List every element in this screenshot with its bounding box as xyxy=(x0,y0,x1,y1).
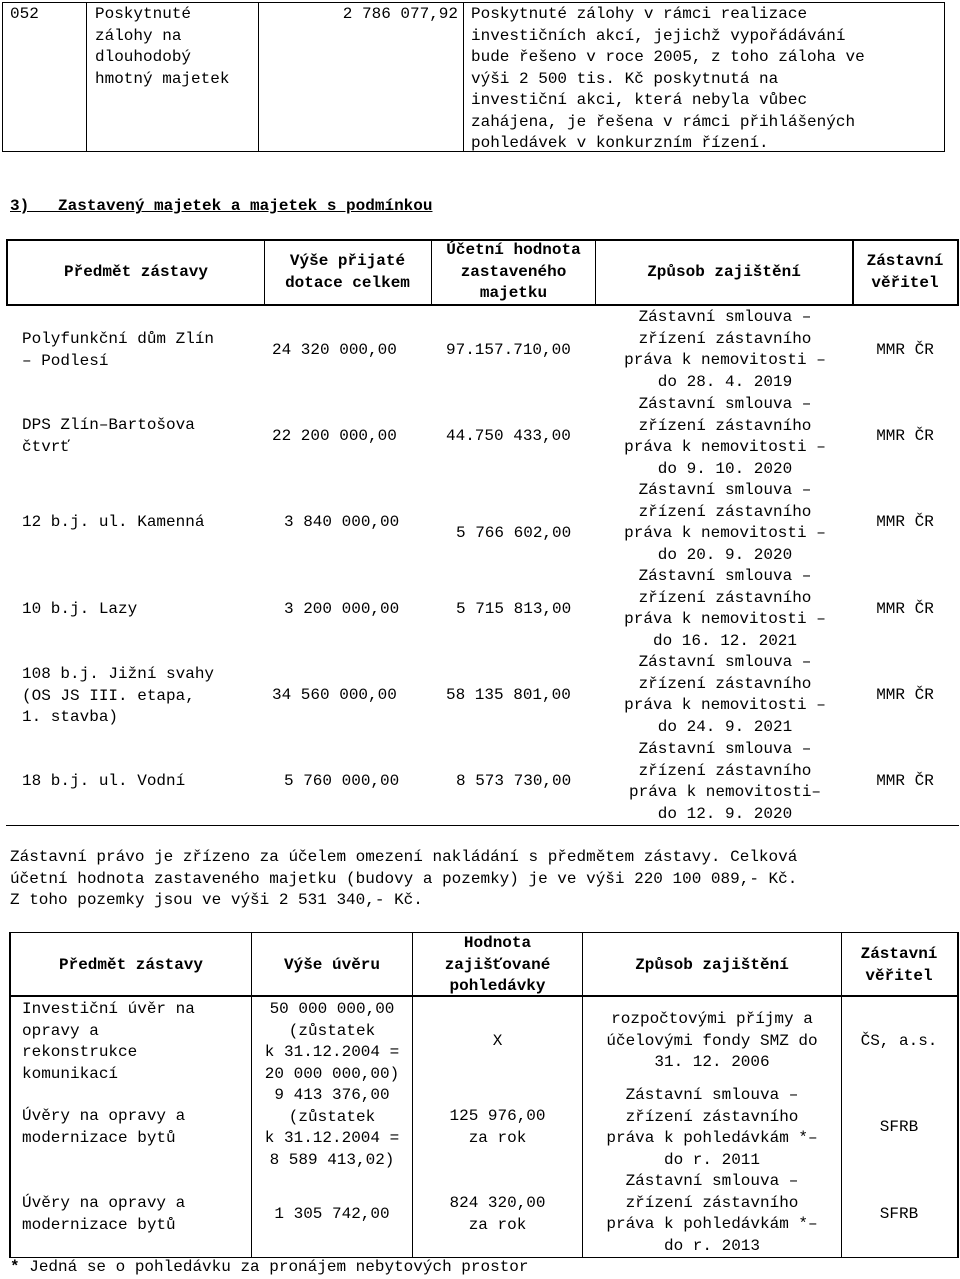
t2-row2-method: Zástavní smlouva – zřízení zástavního práva k pohledávkám *– do r. 2011 xyxy=(606,1086,818,1169)
t2-header-claim: Hodnota zajišťované pohledávky xyxy=(444,934,551,995)
t1-row6-subject: 18 b.j. ul. Vodní xyxy=(22,772,186,790)
t2-row3-loan: 1 305 742,00 xyxy=(274,1205,390,1223)
t1-row4-grant: 3 200 000,00 xyxy=(284,600,400,618)
t1-row5-grant: 34 560 000,00 xyxy=(272,686,397,704)
top-row-divider xyxy=(463,2,464,152)
t1-row3-creditor: MMR ČR xyxy=(876,513,934,531)
t2-row2-subject: Úvěry na opravy a modernizace bytů xyxy=(22,1107,186,1147)
account-note: Poskytnuté zálohy v rámci realizace investičních akcí, jejichž vypořádávání bude řešeno v roce 2005, z toho záloha ve výši 2 500 tis. Kč poskytnutá na investiční akci, která nebyla vůbec zahájena, je řešena v rámci přihlášených pohledávek v konkurzním řízení. xyxy=(471,5,865,152)
t1-row4-method: Zástavní smlouva – zřízení zástavního práva k nemovitosti – do 16. 12. 2021 xyxy=(624,567,826,650)
t1-row2-grant: 22 200 000,00 xyxy=(272,427,397,445)
t2-row3-subject: Úvěry na opravy a modernizace bytů xyxy=(22,1194,186,1234)
t1-header-subject: Předmět zástavy xyxy=(63,263,209,281)
t2-row2-claim: 125 976,00 za rok xyxy=(449,1107,546,1147)
t1-row1-value: 97.157.710,00 xyxy=(446,341,571,359)
t1-row3-subject: 12 b.j. ul. Kamenná xyxy=(22,513,205,531)
t2-header-method: Způsob zajištění xyxy=(635,956,789,974)
t1-row1-method: Zástavní smlouva – zřízení zástavního práva k nemovitosti – do 28. 4. 2019 xyxy=(624,308,826,391)
t2-row2-creditor: SFRB xyxy=(879,1118,919,1136)
account-amount: 2 786 077,92 xyxy=(342,5,458,23)
t1-row4-creditor: MMR ČR xyxy=(876,600,934,618)
t1-row3-method: Zástavní smlouva – zřízení zástavního práva k nemovitosti – do 20. 9. 2020 xyxy=(624,481,826,564)
pledge-paragraph: Zástavní právo je zřízeno za účelem omezení nakládání s předmětem zástavy. Celková účetní hodnota zastaveného majetku (budovy a pozemky) je ve výši 220 100 089,- Kč. Z toho pozemky jsou ve výši 2 531 340,- Kč. xyxy=(10,848,798,909)
t1-row5-creditor: MMR ČR xyxy=(876,686,934,704)
t1-row1-creditor: MMR ČR xyxy=(876,341,934,359)
account-code: 052 xyxy=(10,5,39,23)
account-name: Poskytnuté zálohy na dlouhodobý hmotný majetek xyxy=(95,5,230,88)
t1-row6-method: Zástavní smlouva – zřízení zástavního práva k nemovitosti– do 12. 9. 2020 xyxy=(628,740,822,823)
t1-header-value: Účetní hodnota zastaveného majetku xyxy=(446,241,581,302)
t2-header-creditor: Zástavní věřitel xyxy=(860,945,938,985)
t2-header-loan: Výše úvěru xyxy=(283,956,380,974)
t1-row4-subject: 10 b.j. Lazy xyxy=(22,600,138,618)
t1-row4-value: 5 715 813,00 xyxy=(456,600,572,618)
t2-row1-method: rozpočtovými příjmy a účelovými fondy SMZ do 31. 12. 2006 xyxy=(606,1010,818,1071)
t2-row3-method: Zástavní smlouva – zřízení zástavního práva k pohledávkám *– do r. 2013 xyxy=(606,1172,818,1255)
t1-header-grant: Výše přijaté dotace celkem xyxy=(285,252,410,292)
t2-header-subject: Předmět zástavy xyxy=(58,956,204,974)
t1-header-creditor: Zástavní věřitel xyxy=(866,252,944,292)
t2-row1-claim: X xyxy=(492,1032,503,1050)
t1-row6-value: 8 573 730,00 xyxy=(456,772,572,790)
t1-row5-subject: 108 b.j. Jižní svahy (OS JS III. etapa, 1. stavba) xyxy=(22,665,215,726)
t1-header-method: Způsob zajištění xyxy=(647,263,801,281)
t1-row2-creditor: MMR ČR xyxy=(876,427,934,445)
t1-row2-subject: DPS Zlín–Bartošova čtvrť xyxy=(22,416,195,456)
t1-row2-value: 44.750 433,00 xyxy=(446,427,571,445)
t1-row6-creditor: MMR ČR xyxy=(876,772,934,790)
top-row-divider xyxy=(258,2,259,152)
section-title: 3) Zastavený majetek a majetek s podmínkou xyxy=(10,197,433,215)
t2-row3-creditor: SFRB xyxy=(879,1205,919,1223)
t2-row1-creditor: ČS, a.s. xyxy=(860,1032,938,1050)
top-row-divider xyxy=(86,2,87,152)
t1-row5-value: 58 135 801,00 xyxy=(446,686,571,704)
t1-row3-value: 5 766 602,00 xyxy=(456,524,572,542)
t2-row2-loan: 9 413 376,00 (zůstatek k 31.12.2004 = 8 589 413,02) xyxy=(264,1086,400,1169)
t1-row5-method: Zástavní smlouva – zřízení zástavního práva k nemovitosti – do 24. 9. 2021 xyxy=(624,653,826,736)
t1-row3-grant: 3 840 000,00 xyxy=(284,513,400,531)
t2-row3-claim: 824 320,00 za rok xyxy=(449,1194,546,1234)
t1-row6-grant: 5 760 000,00 xyxy=(284,772,400,790)
t2-row1-subject: Investiční úvěr na opravy a rekonstrukce komunikací xyxy=(22,1000,195,1083)
footnote-text: Jedná se o pohledávku za pronájem nebytových prostor xyxy=(19,1258,529,1276)
t1-row2-method: Zástavní smlouva – zřízení zástavního práva k nemovitosti – do 9. 10. 2020 xyxy=(624,395,826,478)
footnote-marker: * xyxy=(10,1258,20,1276)
footnote xyxy=(10,1257,529,1279)
t2-row1-loan: 50 000 000,00 (zůstatek k 31.12.2004 = 20 000 000,00) xyxy=(264,1000,400,1083)
t1-row1-grant: 24 320 000,00 xyxy=(272,341,397,359)
t1-row1-subject: Polyfunkční dům Zlín – Podlesí xyxy=(22,330,215,370)
